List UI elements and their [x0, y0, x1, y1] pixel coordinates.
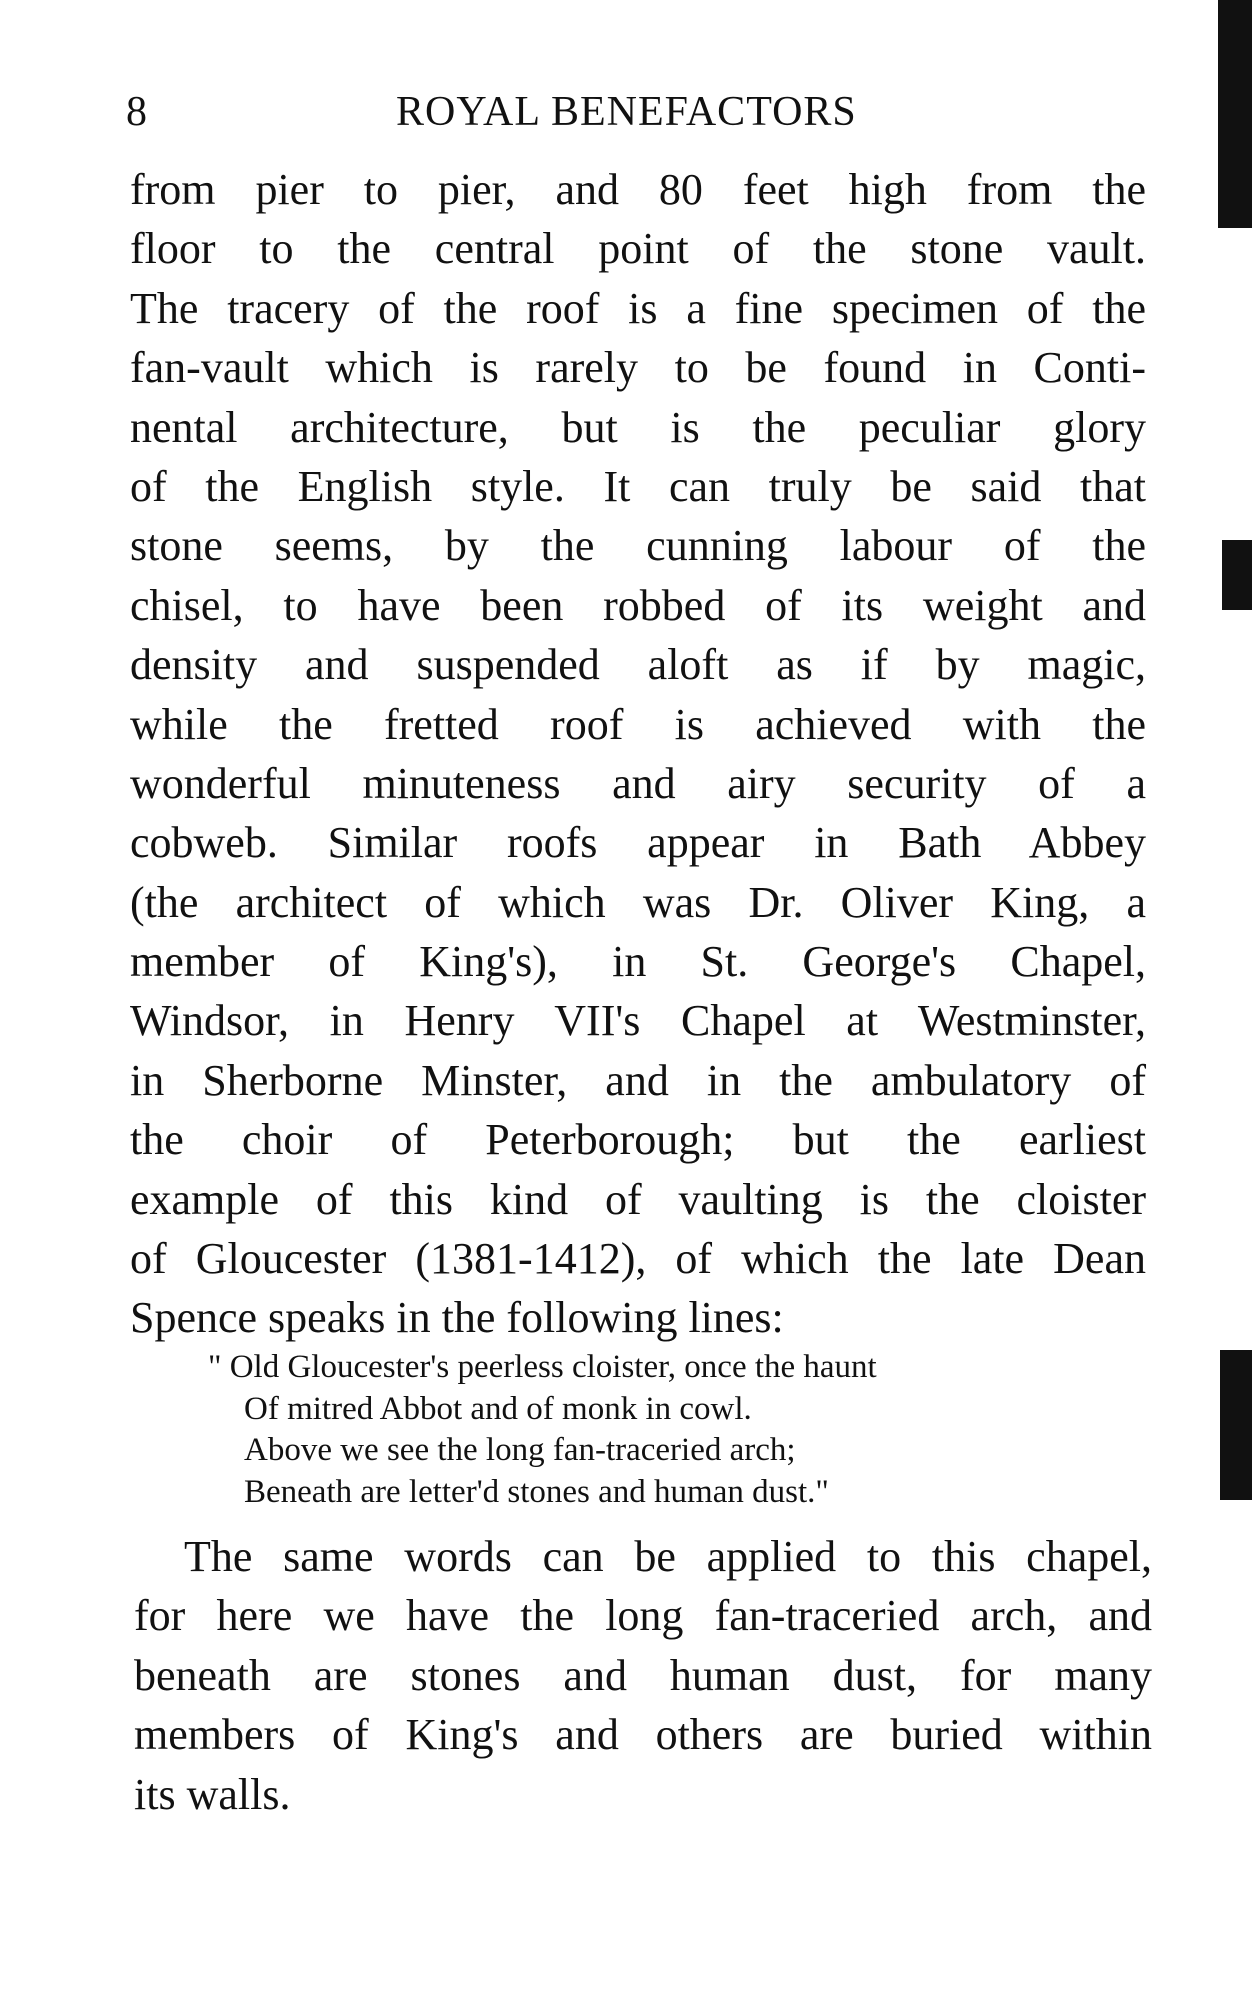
text-line: nental architecture, but is the peculiar glory — [130, 402, 1146, 452]
text-line: its walls. — [134, 1769, 291, 1819]
text-line: floor to the central point of the stone vault. — [130, 224, 1146, 274]
text-line: density and suspended aloft as if by magic, — [130, 640, 1146, 690]
text-line: while the fretted roof is achieved with the — [130, 699, 1146, 749]
text-line: from pier to pier, and 80 feet high from the — [130, 165, 1146, 214]
text-line: of Gloucester (1381-1412), of which the late Dean — [130, 1234, 1146, 1284]
paragraph-closing — [134, 1527, 1152, 1824]
running-head — [126, 88, 1146, 148]
text-line: Windsor, in Henry VII's Chapel at Westminster, — [130, 996, 1146, 1046]
poem-line: Above we see the long fan-traceried arch; — [244, 1432, 796, 1468]
text-line: for here we have the long fan-traceried arch, and — [134, 1591, 1152, 1641]
paragraph-main — [130, 160, 1146, 1348]
running-title: ROYAL BENEFACTORS — [396, 89, 857, 135]
scan-edge-mark — [1222, 540, 1252, 610]
text-line: example of this kind of vaulting is the cloister — [130, 1174, 1146, 1224]
text-line: fan-vault which is rarely to be found in Conti- — [130, 343, 1146, 393]
poem-line: Beneath are letter'd stones and human dust." — [244, 1473, 829, 1510]
text-line: The tracery of the roof is a fine specimen of the — [130, 283, 1146, 333]
text-line: cobweb. Similar roofs appear in Bath Abbey — [130, 818, 1146, 868]
scan-edge-mark — [1218, 0, 1252, 228]
text-line: wonderful minuteness and airy security of a — [130, 758, 1146, 808]
text-line: members of King's and others are buried within — [134, 1710, 1152, 1760]
text-line: beneath are stones and human dust, for many — [134, 1650, 1152, 1700]
text-line: chisel, to have been robbed of its weight and — [130, 580, 1146, 630]
text-line: member of King's), in St. George's Chapel, — [130, 937, 1146, 987]
page-number: 8 — [126, 89, 148, 135]
poem-line: Of mitred Abbot and of monk in cowl. — [244, 1390, 752, 1427]
text-line: (the architect of which was Dr. Oliver King, a — [130, 877, 1146, 927]
text-line: of the English style. It can truly be said that — [130, 461, 1146, 511]
text-line: stone seems, by the cunning labour of the — [130, 521, 1146, 571]
text-line: Spence speaks in the following lines: — [130, 1293, 784, 1343]
text-line: The same words can be applied to this chapel, — [184, 1532, 1152, 1581]
poem-quote — [208, 1347, 1118, 1513]
text-line: in Sherborne Minster, and in the ambulatory of — [130, 1055, 1146, 1105]
scan-edge-mark — [1220, 1350, 1252, 1500]
text-line: the choir of Peterborough; but the earliest — [130, 1115, 1146, 1165]
poem-line: " Old Gloucester's peerless cloister, once the haunt — [208, 1349, 877, 1385]
